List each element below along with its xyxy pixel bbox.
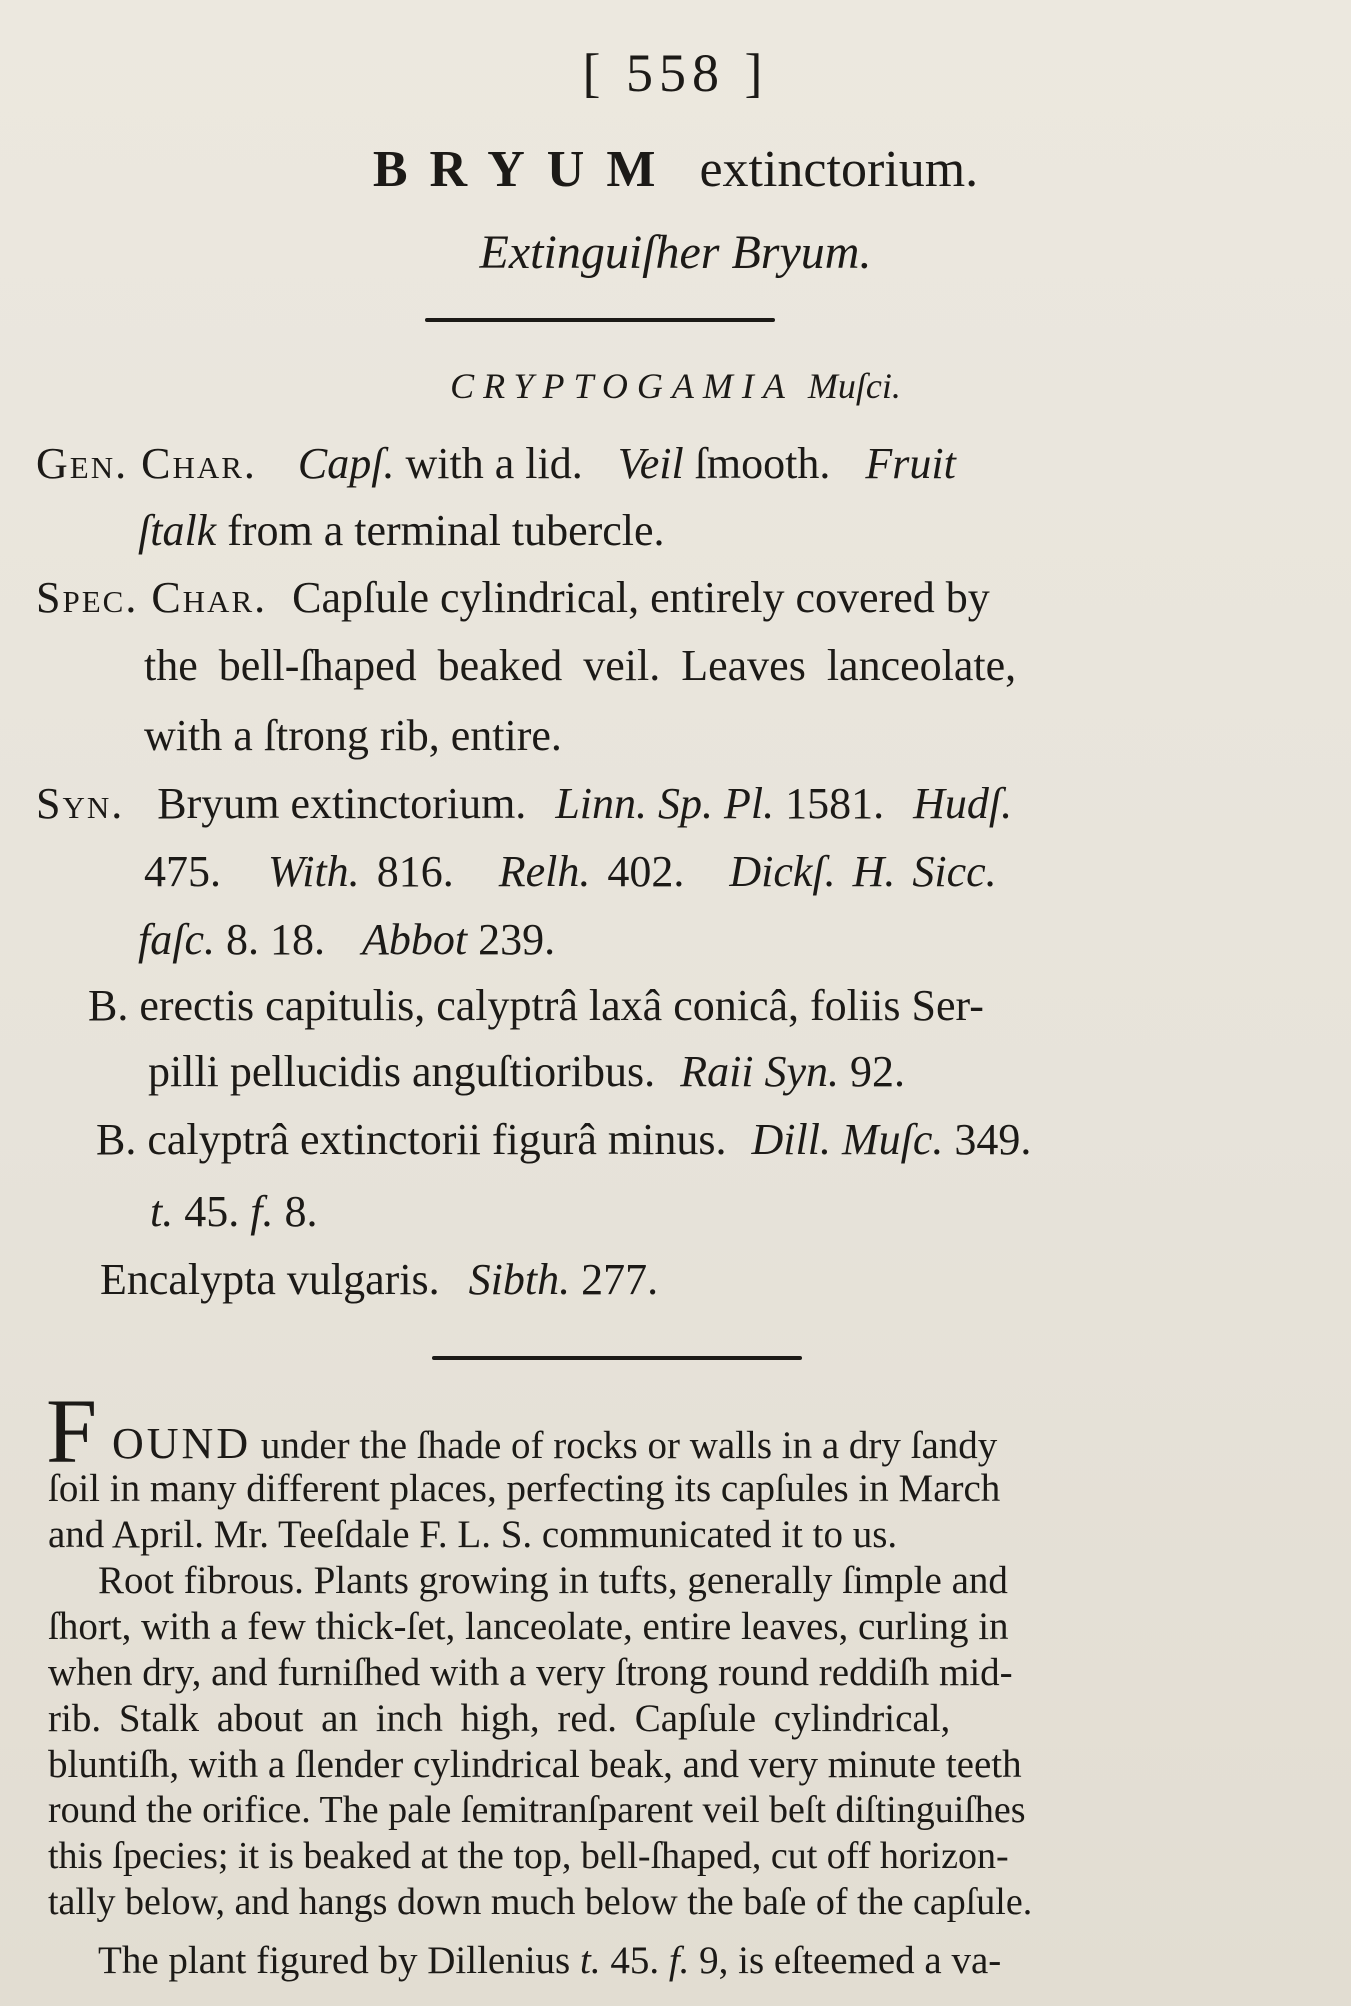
body-p2-line-3: when dry, and furniſhed with a very ſtrong round reddiſh mid-: [48, 1651, 1013, 1694]
syn-line-3: faſc. 8. 18. Abbot 239.: [138, 915, 556, 964]
body-p2-line-1: Root fibrous. Plants growing in tufts, generally ſimple and: [98, 1559, 1008, 1602]
species-title: [0, 140, 1351, 199]
common-name: Extinguiſher Bryum.: [479, 226, 872, 279]
body-p2-line-7: this ſpecies; it is beaked at the top, bell-ſhaped, cut off horizon-: [48, 1835, 1009, 1877]
syn-line-1: Syn. Bryum extinctorium. Linn. Sp. Pl. 1581. Hudſ.: [36, 779, 1013, 828]
body-p2-line-5: bluntiſh, with a ſlender cylindrical beak, and very minute teeth: [48, 1743, 1022, 1786]
syn-encalypta: Encalypta vulgaris. Sibth. 277.: [100, 1255, 659, 1304]
body-p2-line-2: ſhort, with a few thick-ſet, lanceolate, entire leaves, curling in: [48, 1605, 1009, 1648]
syn-b1-line-1: B. erectis capitulis, calyptrâ laxâ conicâ, foliis Ser-: [88, 981, 984, 1030]
page-number: [ 558 ]: [582, 43, 769, 103]
syn-b1-line-2: pilli pellucidis anguſtioribus. Raii Syn. 92.: [148, 1047, 906, 1096]
middle-divider: [432, 1356, 802, 1360]
body-p3-line-1: The plant figured by Dillenius t. 45. f. 9, is eſteemed a va-: [98, 1939, 1002, 1982]
order-name: Muſci.: [807, 366, 901, 406]
drop-cap: F: [46, 1380, 98, 1482]
syn-label: Syn.: [36, 779, 125, 828]
spec-char-line-1: Spec. Char. Capſule cylindrical, entirely covered by: [36, 573, 990, 622]
spec-char-line-2: the bell-ſhaped beaked veil. Leaves lanceolate,: [144, 641, 1017, 690]
body-p1-line-2: ſoil in many different places, perfecting its capſules in March: [48, 1467, 1001, 1510]
body-p2-line-8: tally below, and hangs down much below the baſe of the capſule.: [48, 1881, 1033, 1923]
syn-b2-line-2: t. 45. f. 8.: [150, 1187, 318, 1236]
gen-char-line-1: Gen. Char. Capſ. with a lid. Veil ſmooth. Fruit: [36, 439, 956, 488]
spec-char-line-3: with a ſtrong rib, entire.: [144, 711, 562, 760]
gen-char-line-2: ſtalk from a terminal tubercle.: [138, 506, 665, 555]
gen-char-label: Gen. Char.: [36, 439, 257, 488]
syn-b2-line-1: B. calyptrâ extinctorii figurâ minus. Dill. Muſc. 349.: [96, 1115, 1032, 1164]
classification: [0, 365, 1351, 407]
top-divider: [425, 318, 775, 322]
species-epithet: extinctorium.: [699, 141, 979, 198]
class-name: CRYPTOGAMIA: [450, 366, 794, 406]
body-p2-line-6: round the orifice. The pale ſemitranſparent veil beſt diſtinguiſhes: [48, 1789, 1026, 1831]
syn-line-2: 475. With. 816. Relh. 402. Dickſ. H. Sicc.: [144, 847, 997, 896]
body-p1-line-3: and April. Mr. Teeſdale F. L. S. communicated it to us.: [48, 1513, 898, 1556]
genus-name: BRYUM: [372, 141, 678, 198]
spec-char-label: Spec. Char.: [36, 573, 268, 622]
body-p1-line-1: OUND under the ſhade of rocks or walls in a dry ſandy: [112, 1419, 998, 1468]
body-p2-line-4: rib. Stalk about an inch high, red. Capſule cylindrical,: [48, 1697, 951, 1740]
